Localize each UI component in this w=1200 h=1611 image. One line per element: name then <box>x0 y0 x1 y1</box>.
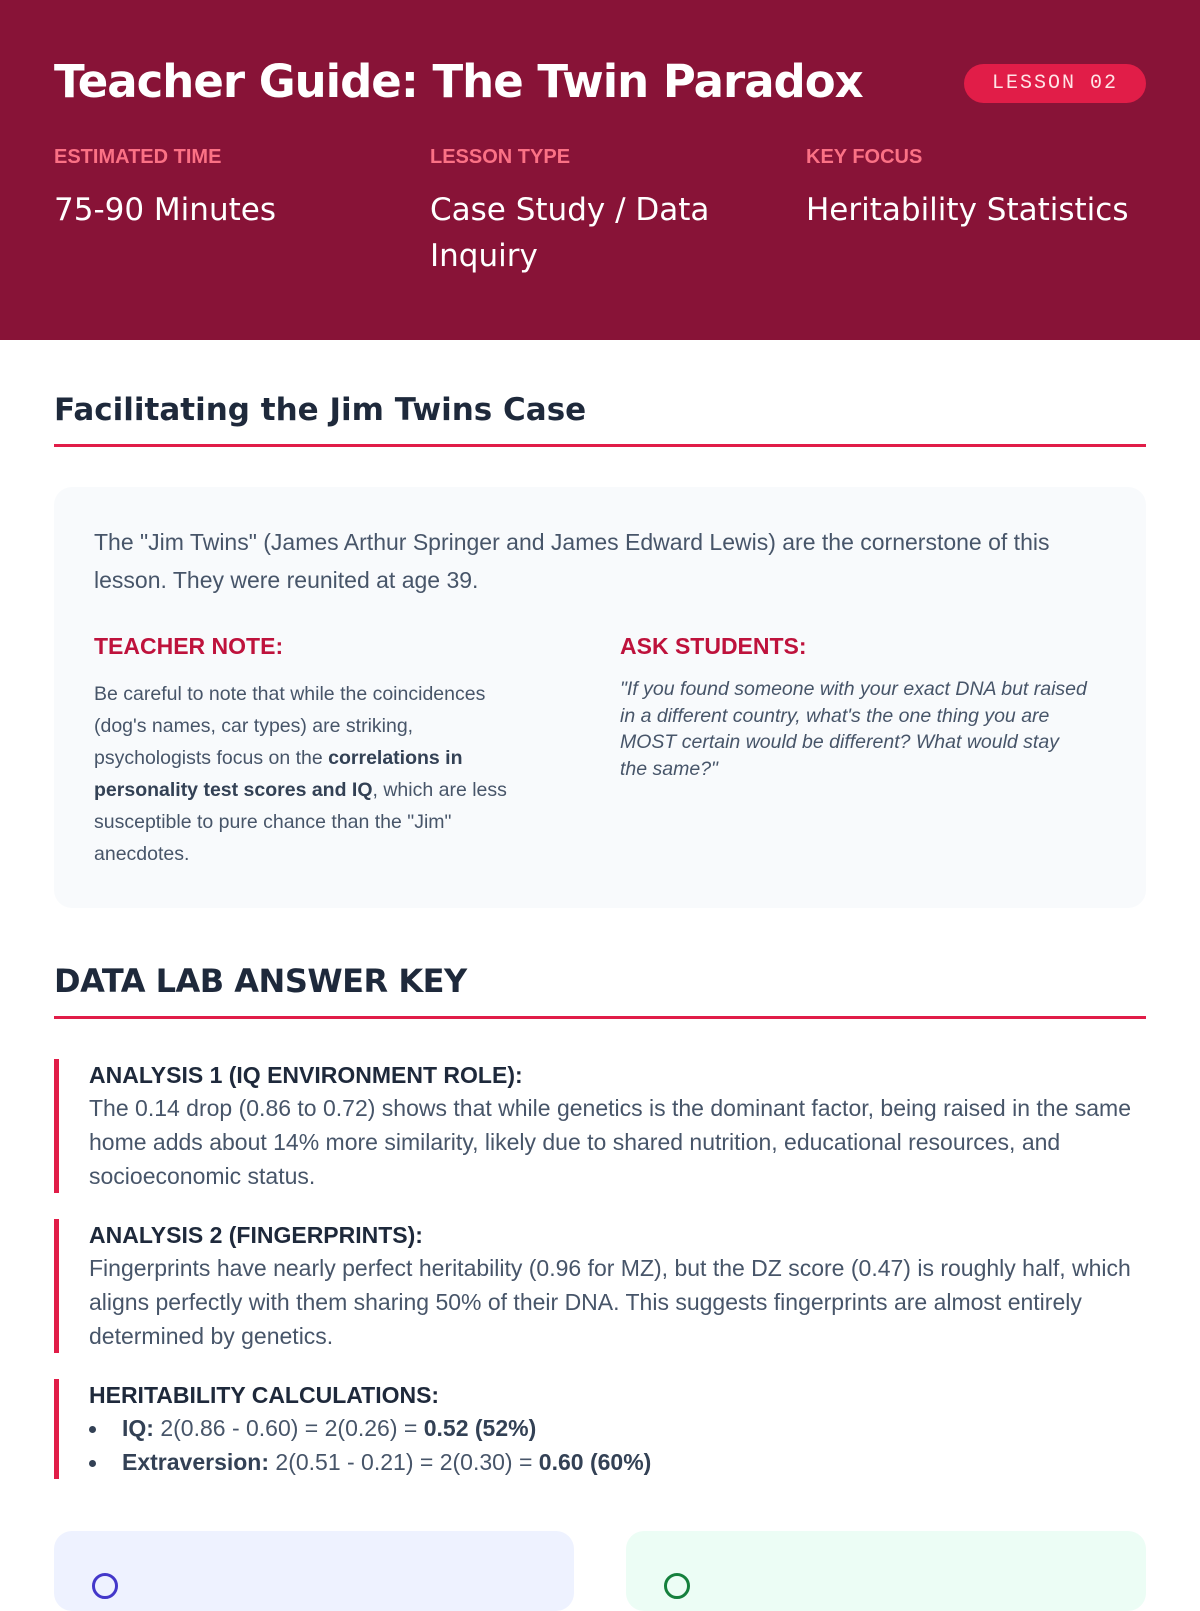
meta-label: LESSON TYPE <box>430 146 571 168</box>
case-card <box>54 487 1146 908</box>
meta-value: Case Study / Data Inquiry <box>430 192 710 274</box>
meta-label: KEY FOCUS <box>806 146 923 168</box>
analysis-2-heading: ANALYSIS 2 (FINGERPRINTS): <box>89 1222 423 1248</box>
calc-formula: 2(0.86 - 0.60) = 2(0.26) = <box>153 1415 424 1441</box>
check-circle-icon <box>664 1573 690 1599</box>
lesson-meta <box>54 146 1146 279</box>
meta-key-focus <box>806 146 1146 279</box>
calculations-list <box>89 1411 1146 1479</box>
info-card <box>54 1531 574 1611</box>
teacher-note-text: , which are less susceptible to pure chance than the "Jim" anecdotes. <box>94 779 507 865</box>
calculations-heading: HERITABILITY CALCULATIONS: <box>89 1382 440 1408</box>
analysis-1-body: The 0.14 drop (0.86 to 0.72) shows that while genetics is the dominant factor, being raised in the same home adds about 14% more similarity, likely due to shared nutrition, educational resources, and socioeconomic status. <box>89 1095 1131 1189</box>
bottom-cards <box>54 1531 1146 1611</box>
section-title-jim-twins: Facilitating the Jim Twins Case <box>54 340 1146 447</box>
list-item <box>89 1445 1146 1479</box>
teacher-note-emphasis: correlations in personality test scores and IQ <box>94 747 463 801</box>
analysis-2 <box>54 1219 1146 1353</box>
meta-label: ESTIMATED TIME <box>54 146 222 168</box>
meta-value: Heritability Statistics <box>806 192 1129 228</box>
meta-lesson-type <box>430 146 806 279</box>
calc-label: Extraversion: <box>122 1449 270 1475</box>
case-columns <box>94 633 1106 870</box>
teacher-note-text: Be careful to note that while the coincidences (dog's names, car types) are striking, psychologists focus on the <box>94 683 486 769</box>
teacher-note <box>94 633 534 870</box>
answer-key <box>54 1059 1146 1479</box>
main-content <box>0 340 1200 1611</box>
calc-result: 0.52 (52%) <box>423 1415 537 1441</box>
section-title-answer-key: DATA LAB ANSWER KEY <box>54 908 1146 1019</box>
page-title: Teacher Guide: The Twin Paradox <box>54 55 863 108</box>
ask-students-heading: ASK STUDENTS: <box>620 633 807 659</box>
meta-estimated-time <box>54 146 430 279</box>
calc-result: 0.60 (60%) <box>538 1449 652 1475</box>
calc-label: IQ: <box>122 1415 154 1441</box>
heritability-calculations <box>54 1379 1146 1479</box>
analysis-2-body: Fingerprints have nearly perfect heritability (0.96 for MZ), but the DZ score (0.47) is roughly half, which aligns perfectly with them sharing 50% of their DNA. This suggests fingerprints are almost entirely determined by genetics. <box>89 1255 1131 1349</box>
analysis-1 <box>54 1059 1146 1193</box>
lesson-badge: LESSON 02 <box>964 64 1146 103</box>
calc-formula: 2(0.51 - 0.21) = 2(0.30) = <box>269 1449 539 1475</box>
ask-students <box>620 633 1090 870</box>
meta-value: 75-90 Minutes <box>54 192 276 228</box>
ask-students-quote: "If you found someone with your exact DNA but raised in a different country, what's the one thing you are MOST certain would be different? What would stay the same?" <box>620 678 1087 780</box>
case-intro: The "Jim Twins" (James Arthur Springer and James Edward Lewis) are the cornerstone of this lesson. They were reunited at age 39. <box>94 529 1050 593</box>
list-item <box>89 1411 1146 1445</box>
tip-card <box>626 1531 1146 1611</box>
header-banner <box>0 0 1200 340</box>
analysis-1-heading: ANALYSIS 1 (IQ ENVIRONMENT ROLE): <box>89 1062 523 1088</box>
info-circle-icon <box>92 1573 118 1599</box>
teacher-note-heading: TEACHER NOTE: <box>94 633 284 659</box>
teacher-note-body <box>94 678 534 870</box>
